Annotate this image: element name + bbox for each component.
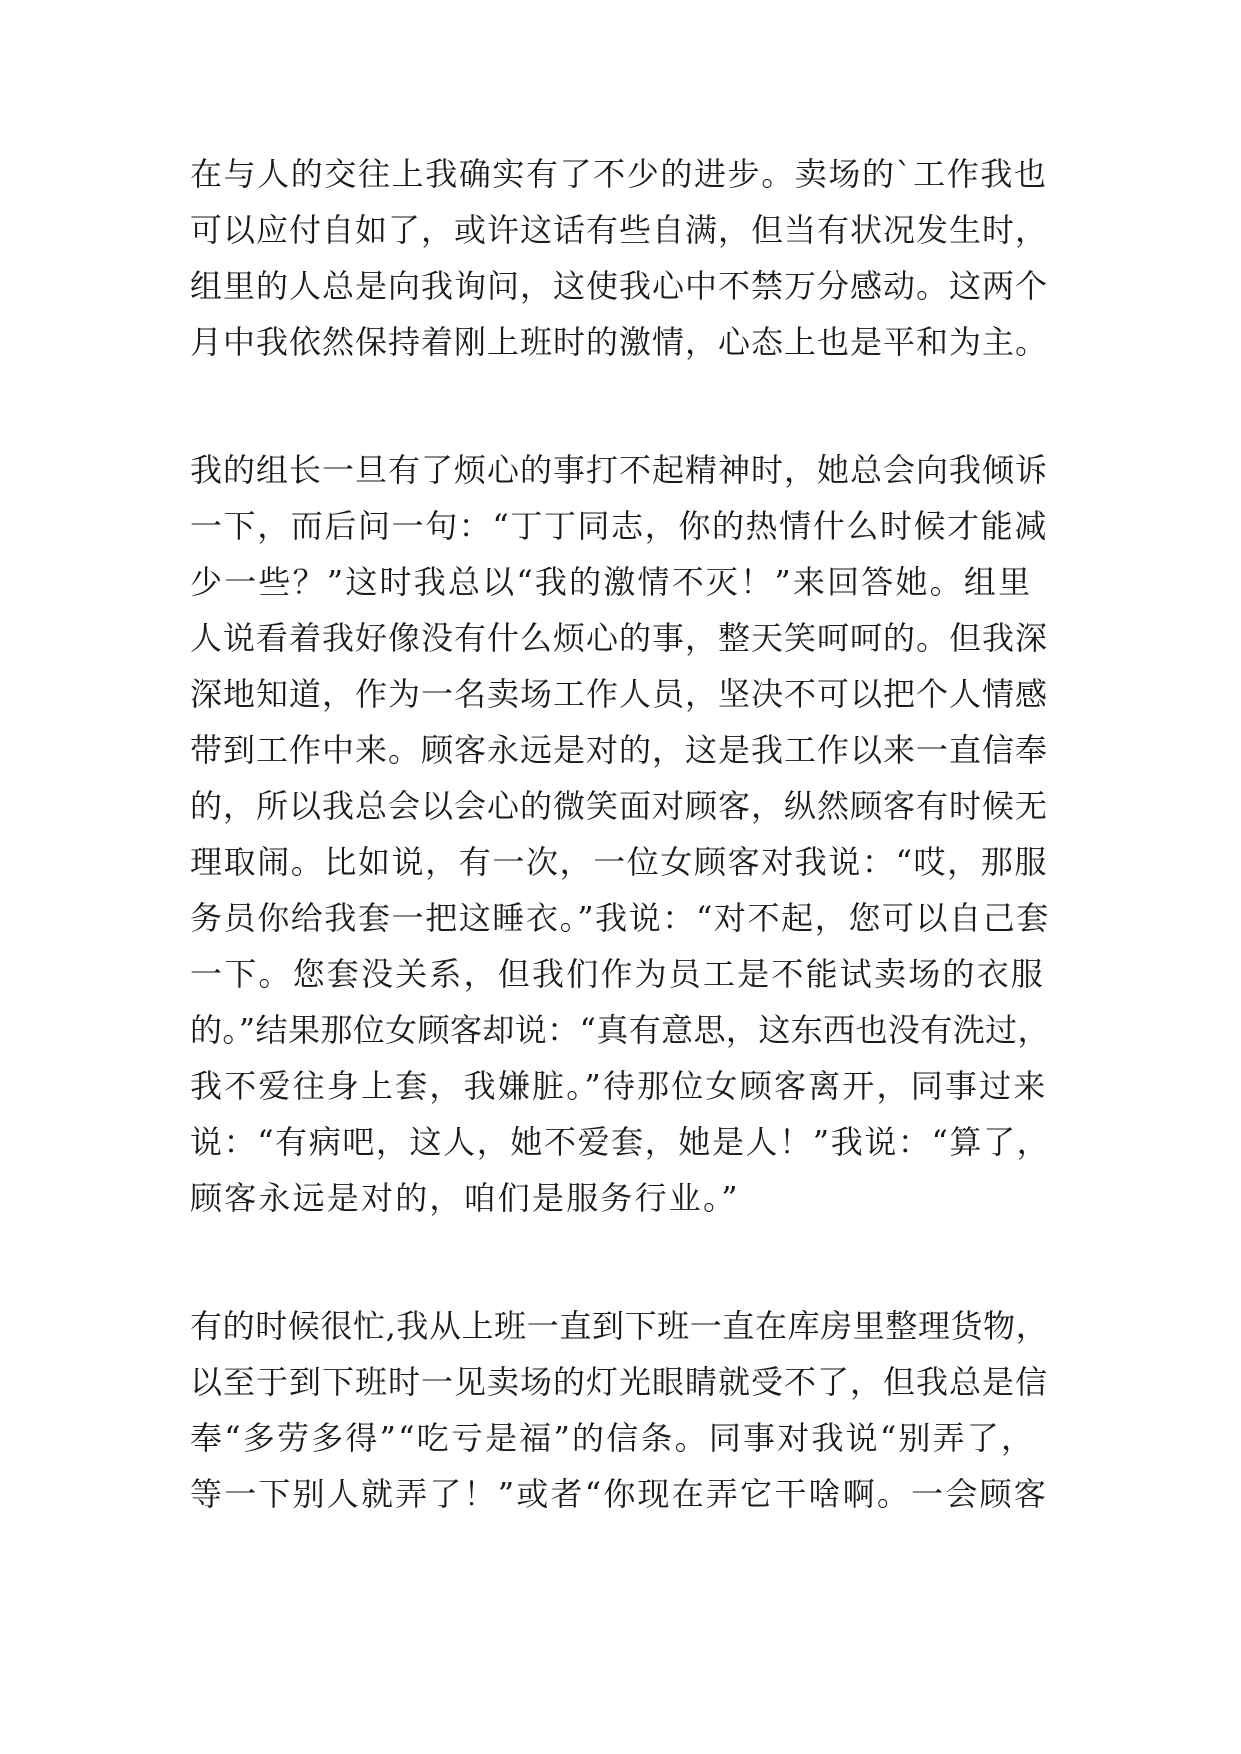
paragraph-1-line-1: 在与人的交往上我确实有了不少的进步。卖场的`工作我也 [190, 155, 1048, 193]
paragraph-2-line-11: 的。”结果那位女顾客却说：“真有意思，这东西也没有洗过， [190, 1011, 1050, 1049]
paragraph-2-line-9: 务员你给我套一把这睡衣。”我说：“对不起，您可以自己套 [190, 899, 1050, 937]
paragraph-2-line-12: 我不爱往身上套，我嫌脏。”待那位女顾客离开，同事过来 [190, 1067, 1048, 1105]
paragraph-2-line-7: 的，所以我总会以会心的微笑面对顾客，纵然顾客有时候无 [190, 787, 1049, 825]
paragraph-1-line-3: 组里的人总是向我询问，这使我心中不禁万分感动。这两个 [190, 267, 1049, 305]
paragraph-2-line-3: 少一些？”这时我总以“我的激情不灭！”来回答她。组里 [190, 563, 1033, 601]
paragraph-2-line-8: 理取闹。比如说，有一次，一位女顾客对我说：“哎，那服 [190, 843, 1048, 881]
paragraph-2-line-1: 我的组长一旦有了烦心的事打不起精神时，她总会向我倾诉 [190, 451, 1049, 489]
paragraph-3-line-2: 以至于到下班时一见卖场的灯光眼睛就受不了，但我总是信 [190, 1363, 1049, 1401]
paragraph-3-line-4: 等一下别人就弄了！”或者“你现在弄它干啥啊。一会顾客 [190, 1475, 1048, 1513]
paragraph-3-line-1: 有的时候很忙,我从上班一直到下班一直在库房里整理货物， [190, 1307, 1049, 1345]
paragraph-2-line-5: 深地知道，作为一名卖场工作人员，坚决不可以把个人情感 [190, 675, 1049, 713]
paragraph-2-line-13: 说：“有病吧，这人，她不爱套，她是人！”我说：“算了， [190, 1123, 1051, 1161]
paragraph-2-line-4: 人说看着我好像没有什么烦心的事，整天笑呵呵的。但我深 [190, 619, 1049, 657]
paragraph-2-line-2: 一下，而后问一句：“丁丁同志，你的热情什么时候才能减 [190, 507, 1048, 545]
paragraph-2-line-6: 带到工作中来。顾客永远是对的，这是我工作以来一直信奉 [190, 731, 1049, 769]
paragraph-1-line-2: 可以应付自如了，或许这话有些自满，但当有状况发生时， [190, 211, 1049, 249]
paragraph-2-line-14: 顾客永远是对的，咱们是服务行业。” [190, 1179, 740, 1217]
paragraph-3-line-3: 奉“多劳多得”“吃亏是福”的信条。同事对我说“别弄了， [190, 1419, 1036, 1457]
paragraph-1-line-4: 月中我依然保持着刚上班时的激情，心态上也是平和为主。 [190, 323, 1049, 361]
paragraph-2-line-10: 一下。您套没关系，但我们作为员工是不能试卖场的衣服 [190, 955, 1046, 993]
